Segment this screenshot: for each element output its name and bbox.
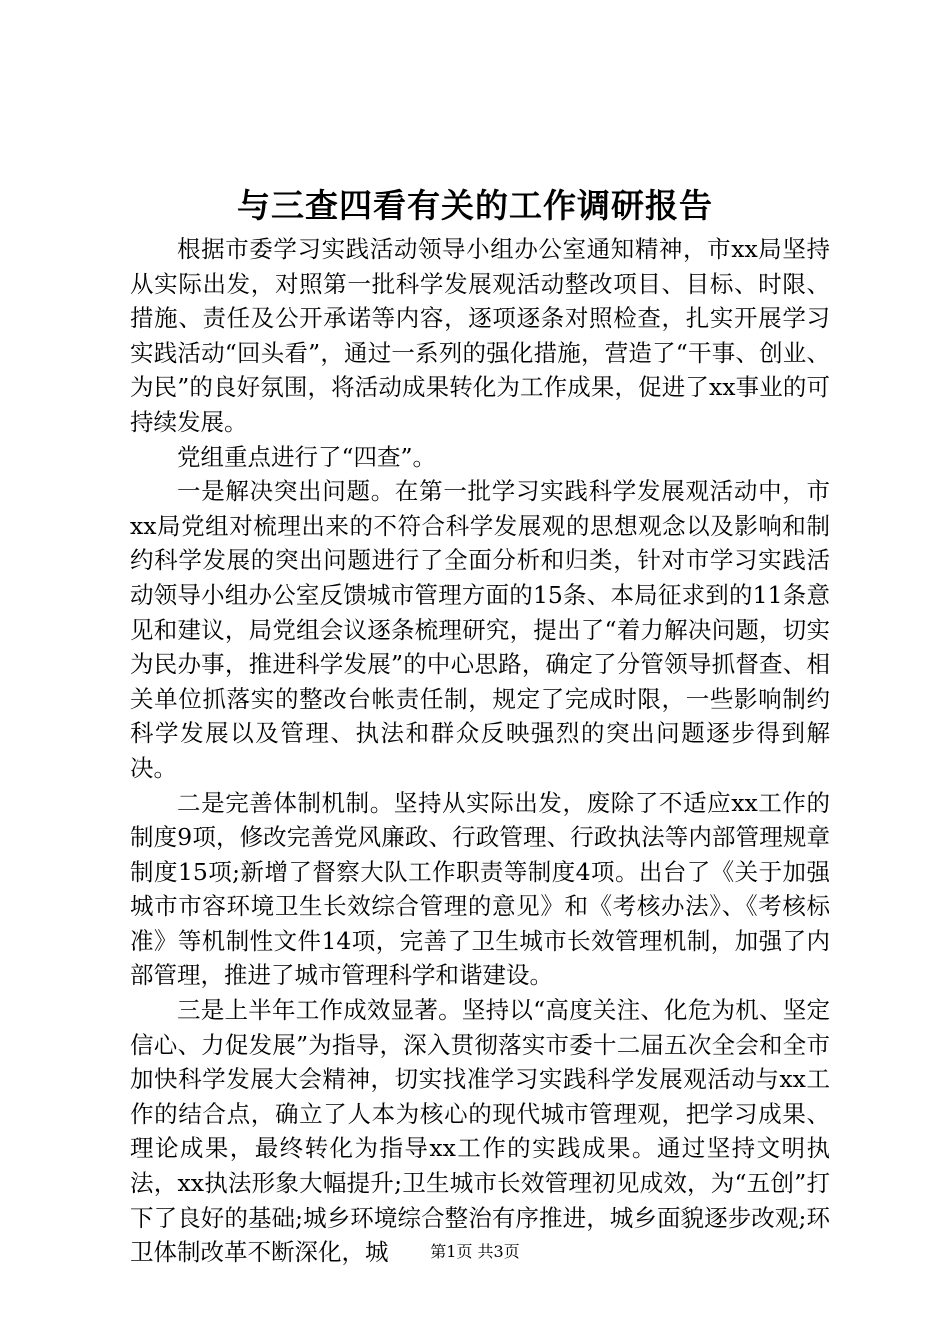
paragraph-four-checks: 党组重点进行了“四查”。 bbox=[177, 442, 437, 471]
paragraph-intro: 根据市委学习实践活动领导小组办公室通知精神，市xx局坚持从实际出发，对照第一批科学发展观活动整改项目、目标、时限、措施、责任及公开承诺等内容，逐项逐条对照检查，扎实开展学习实践活动“回头看”，通过一系列的强化措施，营造了“干事、创业、为民”的良好氛围，将活动成果转化为工作成果，促进了xx事业的可持续发展。 bbox=[130, 235, 830, 436]
paragraph-solve-problems: 一是解决突出问题。在第一批学习实践科学发展观活动中，市xx局党组对梳理出来的不符合科学发展观的思想观念以及影响和制约科学发展的突出问题进行了全面分析和归类，针对市学习实践活动领导小组办公室反馈城市管理方面的15条、本局征求到的11条意见和建议，局党组会议逐条梳理研究，提出了“着力解决问题，切实为民办事，推进科学发展”的中心思路，确定了分管领导抓督查、相关单位抓落实的整改台帐责任制，规定了完成时限，一些影响制约科学发展以及管理、执法和群众反映强烈的突出问题逐步得到解决。 bbox=[130, 477, 830, 782]
paragraph-improve-mechanisms: 二是完善体制机制。坚持从实际出发，废除了不适应xx工作的制度9项，修改完善党风廉政、行政管理、行政执法等内部管理规章制度15项;新增了督察大队工作职责等制度4项。出台了《关于加强城市市容环境卫生长效综合管理的意见》和《考核办法》、《考核标准》等机制性文件14项，完善了卫生城市长效管理机制，加强了内部管理，推进了城市管理科学和谐建设。 bbox=[130, 788, 830, 990]
document-title: 与三查四看有关的工作调研报告 bbox=[237, 186, 713, 225]
document-body bbox=[130, 232, 830, 1270]
paragraph-results: 三是上半年工作成效显著。坚持以“高度关注、化危为机、坚定信心、力促发展”为指导，深入贯彻落实市委十二届五次全会和全市加快科学发展大会精神，切实找准学习实践科学发展观活动与xx工作的结合点，确立了人本为核心的现代城市管理观，把学习成果、理论成果，最终转化为指导xx工作的实践成果。通过坚持文明执法，xx执法形象大幅提升;卫生城市长效管理初见成效，为“五创”打下了良好的基础;城乡环境综合整治有序推进，城乡面貌逐步改观;环卫体制改革不断深化，城 bbox=[130, 996, 830, 1267]
page-number-footer: 第1页 共3页 bbox=[430, 1242, 520, 1261]
